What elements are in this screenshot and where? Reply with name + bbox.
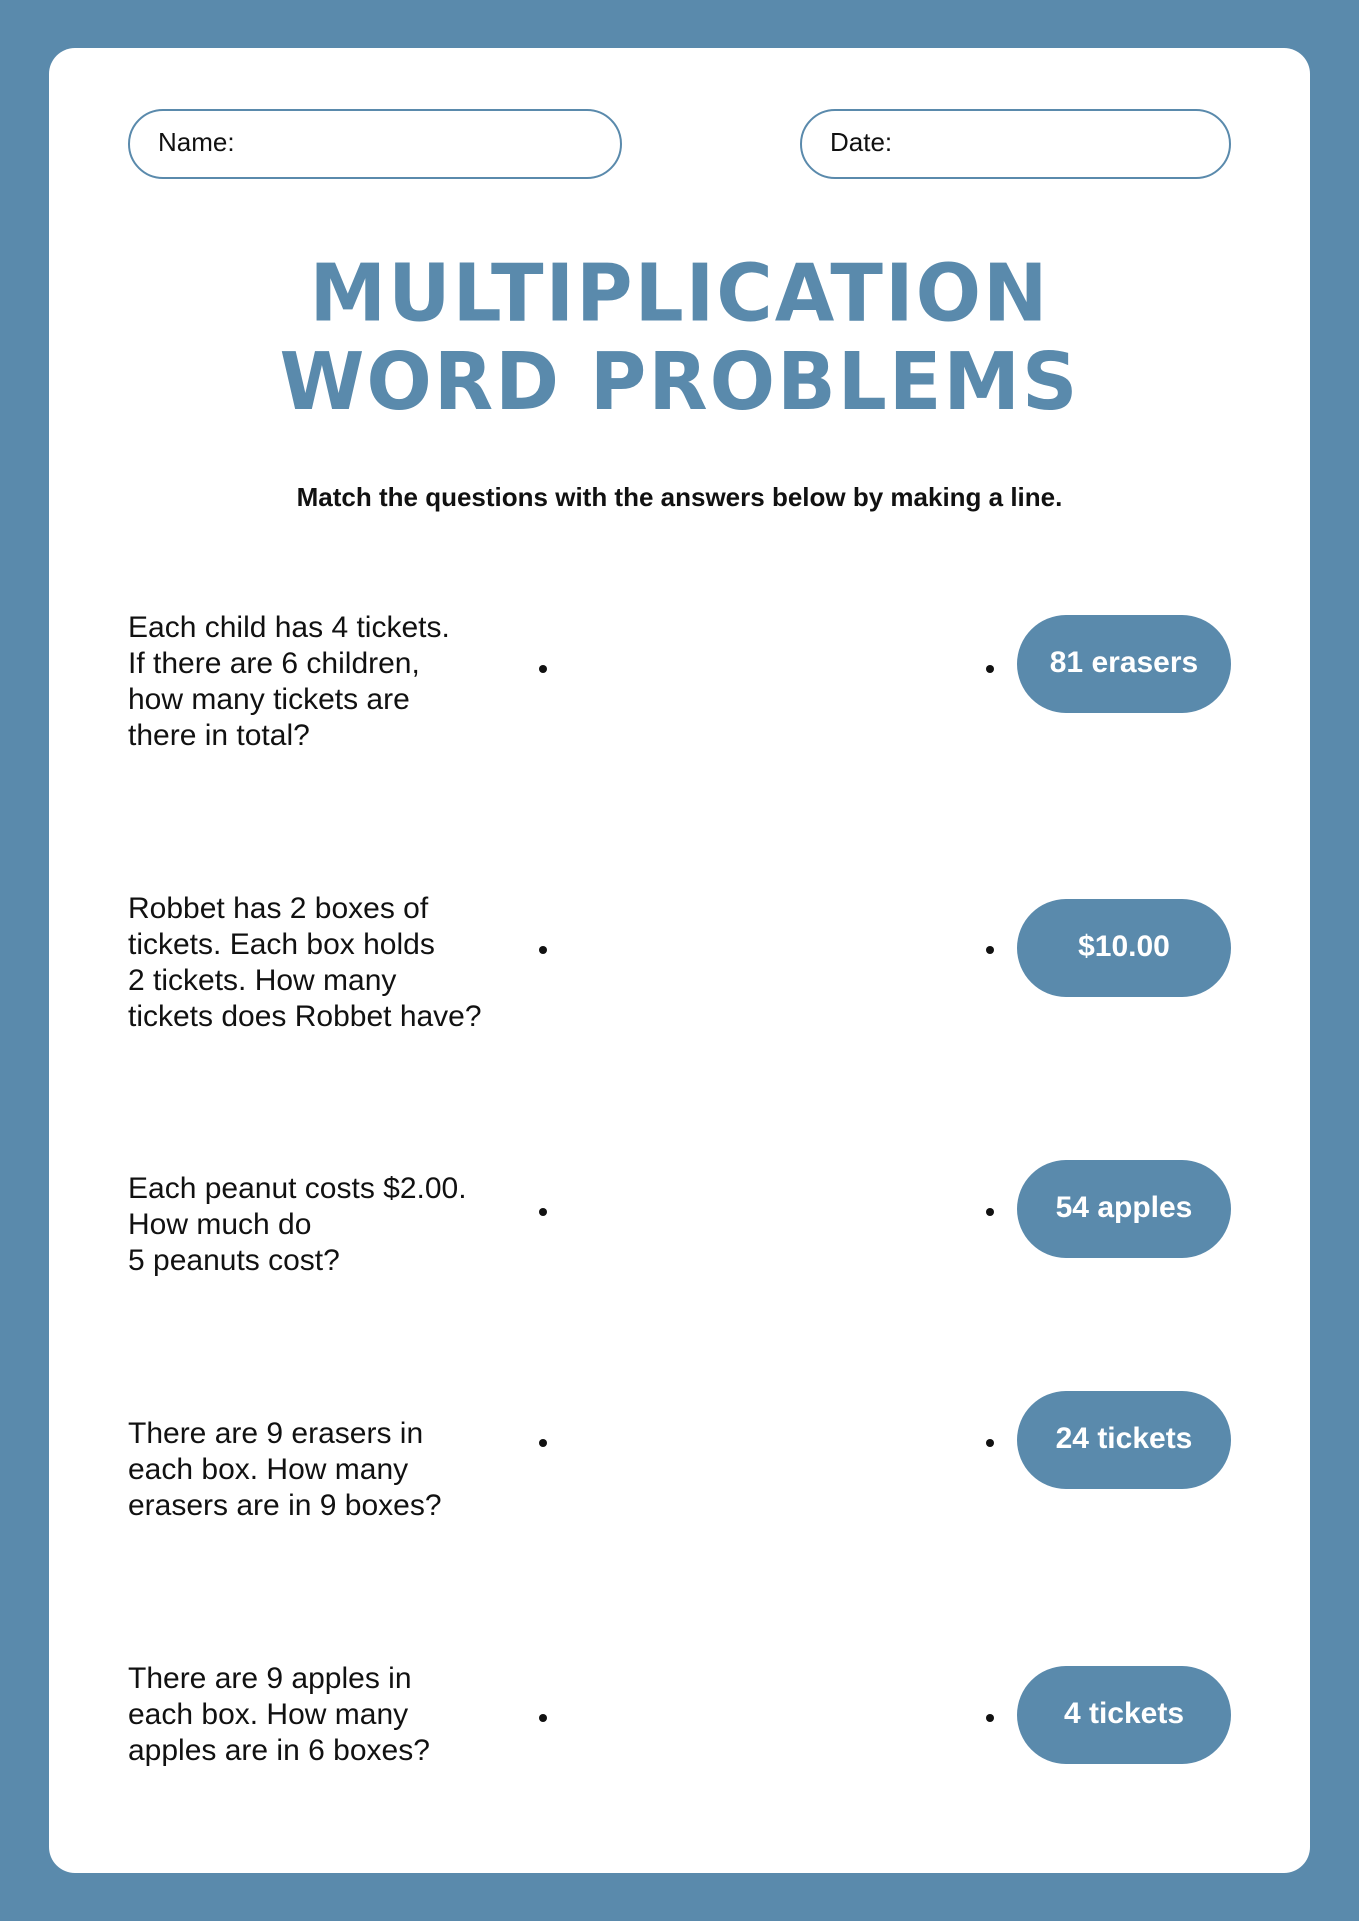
worksheet-title <box>49 250 1310 427</box>
question-3-dot[interactable] <box>539 1208 547 1216</box>
answer-2-dot[interactable] <box>986 946 994 954</box>
question-1: Each child has 4 tickets. If there are 6 children, how many tickets are there in total? <box>128 611 450 752</box>
date-label: Date: <box>830 127 893 157</box>
answer-1: 81 erasers <box>1017 615 1231 713</box>
question-3: Each peanut costs $2.00. How much do 5 peanuts cost? <box>128 1172 467 1277</box>
answer-2: $10.00 <box>1017 899 1231 997</box>
question-4-dot[interactable] <box>539 1439 547 1447</box>
date-field[interactable] <box>800 109 1231 179</box>
title-line-2: WORD PROBLEMS <box>279 336 1080 429</box>
worksheet-card <box>49 48 1310 1873</box>
question-4: There are 9 erasers in each box. How many erasers are in 9 boxes? <box>128 1417 442 1522</box>
instructions: Match the questions with the answers below by making a line. <box>296 482 1063 512</box>
answer-5: 4 tickets <box>1017 1666 1231 1764</box>
question-5: There are 9 apples in each box. How many apples are in 6 boxes? <box>128 1662 430 1767</box>
question-5-dot[interactable] <box>539 1714 547 1722</box>
answer-4: 24 tickets <box>1017 1391 1231 1489</box>
title-line-1: MULTIPLICATION <box>309 248 1050 341</box>
answer-1-dot[interactable] <box>986 665 994 673</box>
answer-3-dot[interactable] <box>986 1208 994 1216</box>
question-2-dot[interactable] <box>539 946 547 954</box>
answer-3: 54 apples <box>1017 1160 1231 1258</box>
name-label: Name: <box>158 127 235 157</box>
question-1-dot[interactable] <box>539 665 547 673</box>
name-field[interactable] <box>128 109 622 179</box>
question-2: Robbet has 2 boxes of tickets. Each box holds 2 tickets. How many tickets does Robbet have? <box>128 892 482 1033</box>
answer-5-dot[interactable] <box>986 1714 994 1722</box>
answer-4-dot[interactable] <box>986 1439 994 1447</box>
